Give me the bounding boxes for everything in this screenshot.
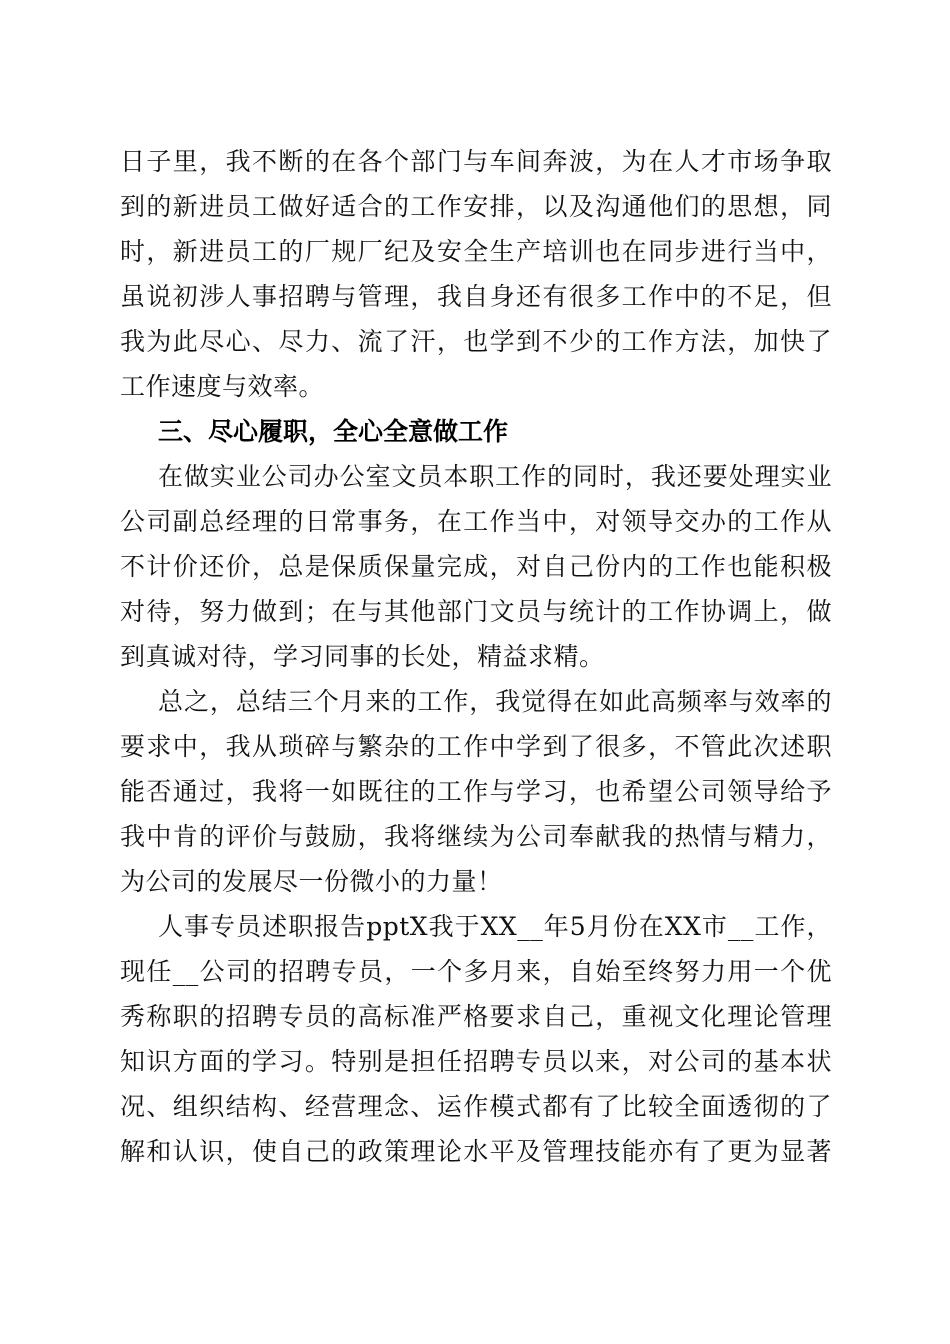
text-line: 要求中，我从琐碎与繁杂的工作中学到了很多，不管此次述职	[120, 732, 832, 761]
text-line: 知识方面的学习。特别是担任招聘专员以来，对公司的基本状	[120, 1047, 832, 1076]
paragraph-section-three	[120, 454, 832, 679]
text-line: 秀称职的招聘专员的高标准严格要求自己，重视文化理论管理	[120, 1002, 832, 1031]
text-line: 解和认识，使自己的政策理论水平及管理技能亦有了更为显著	[120, 1137, 832, 1166]
text-line: 公司副总经理的日常事务，在工作当中，对领导交办的工作从	[120, 507, 832, 536]
text-line: 能否通过，我将一如既往的工作与学习，也希望公司领导给予	[120, 777, 832, 806]
section-heading: 三、尽心履职，全心全意做工作	[158, 417, 509, 446]
text-line: 对待，努力做到；在与其他部门文员与统计的工作协调上，做	[120, 597, 832, 626]
text-line: 况、组织结构、经营理念、运作模式都有了比较全面透彻的了	[120, 1092, 832, 1121]
text-line: 工作速度与效率。	[120, 372, 325, 401]
text-line: 在做实业公司办公室文员本职工作的同时，我还要处理实业	[158, 462, 832, 491]
text-line: 总之，总结三个月来的工作，我觉得在如此高频率与效率的	[158, 687, 832, 716]
text-line: 为公司的发展尽一份微小的力量！	[120, 867, 503, 896]
paragraph-conclusion	[120, 679, 832, 904]
text-line: 人事专员述职报告pptX我于XX__年5月份在XX市__工作，	[158, 912, 832, 941]
text-line: 到的新进员工做好适合的工作安排，以及沟通他们的思想，同	[120, 192, 832, 221]
text-line: 时，新进员工的厂规厂纪及安全生产培训也在同步进行当中，	[120, 237, 832, 266]
text-line: 现任__公司的招聘专员，一个多月来，自始至终努力用一个优	[120, 957, 832, 986]
text-line: 到真诚对待，学习同事的长处，精益求精。	[120, 642, 605, 671]
paragraph-next-report	[120, 904, 832, 1174]
paragraph-continuation	[120, 139, 832, 409]
text-line: 我中肯的评价与鼓励，我将继续为公司奉献我的热情与精力，	[120, 822, 832, 851]
text-line: 不计价还价，总是保质保量完成，对自己份内的工作也能积极	[120, 552, 832, 581]
text-line: 虽说初涉人事招聘与管理，我自身还有很多工作中的不足，但	[120, 282, 832, 311]
text-line: 日子里，我不断的在各个部门与车间奔波，为在人才市场争取	[120, 147, 832, 176]
text-line: 我为此尽心、尽力、流了汗，也学到不少的工作方法，加快了	[120, 327, 832, 356]
